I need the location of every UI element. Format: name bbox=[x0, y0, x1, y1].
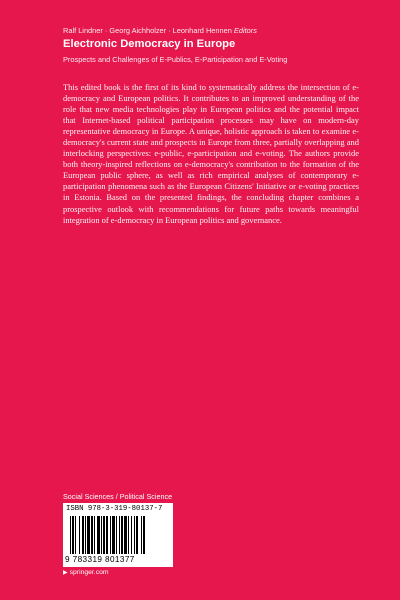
barcode-bar bbox=[94, 516, 95, 554]
arrow-right-icon: ▶ bbox=[63, 570, 68, 576]
barcode-bar bbox=[143, 516, 145, 554]
barcode-bar bbox=[79, 516, 80, 554]
barcode-bar bbox=[101, 516, 102, 554]
barcode-bar bbox=[141, 516, 142, 554]
barcode-bar bbox=[91, 516, 93, 554]
barcode-bar bbox=[128, 516, 129, 554]
book-subtitle: Prospects and Challenges of E-Publics, E-Participation and E-Voting bbox=[63, 55, 288, 64]
barcode-bar bbox=[119, 516, 120, 554]
barcode-graphic bbox=[68, 516, 168, 554]
book-description: This edited book is the first of its kind to systematically address the intersection of e-democracy and European politics. It contributes to an improved understanding of the role that new media technologies play in European politics and the potential impact that Internet-based political participation processes may have on modern-day representative democracy in Europe. A unique, holistic approach is taken to examine e-democracy's current state and prospects in Europe from three, partially overlapping and interlocking perspectives: e-public, e-participation and e-voting. The authors provide both theory-inspired reflections on e-democracy's contribution to the formation of the European public sphere, as well as rich empirical analyses of contemporary e-participation phenomena such as the European Citizens' Initiative or e-voting practices in Estonia. Based on the presented findings, the concluding chapter combines a prospective outlook with recommendations for future paths towards meaningful integration of e-democracy in European politics and governance. bbox=[63, 82, 359, 225]
book-title: Electronic Democracy in Europe bbox=[63, 38, 236, 50]
barcode-bar bbox=[72, 516, 74, 554]
isbn-label: ISBN 978-3-319-80137-7 bbox=[66, 505, 163, 513]
authors-line bbox=[63, 26, 383, 35]
barcode-bar bbox=[85, 516, 86, 554]
barcode-number: 9 783319 801377 bbox=[65, 555, 135, 564]
author-names: Ralf Lindner · Georg Aichholzer · Leonhard Hennen bbox=[63, 26, 232, 35]
editors-label: Editors bbox=[233, 26, 257, 35]
barcode-bar bbox=[106, 516, 108, 554]
barcode-bar bbox=[116, 516, 117, 554]
barcode-bar bbox=[136, 516, 138, 554]
barcode-panel bbox=[63, 503, 173, 567]
barcode-bar bbox=[82, 516, 84, 554]
publisher-url: springer.com bbox=[69, 569, 109, 576]
barcode-bar bbox=[70, 516, 71, 554]
barcode-bar bbox=[97, 516, 100, 554]
subject-category: Social Sciences / Political Science bbox=[63, 492, 173, 501]
barcode-bar bbox=[134, 516, 135, 554]
barcode-bar bbox=[124, 516, 127, 554]
barcode-bar bbox=[121, 516, 123, 554]
barcode-bar bbox=[131, 516, 132, 554]
publisher-link[interactable] bbox=[63, 569, 109, 576]
barcode-bar bbox=[112, 516, 115, 554]
barcode-bar bbox=[75, 516, 76, 554]
barcode-bar bbox=[110, 516, 111, 554]
barcode-bar bbox=[103, 516, 105, 554]
barcode-bar bbox=[87, 516, 90, 554]
